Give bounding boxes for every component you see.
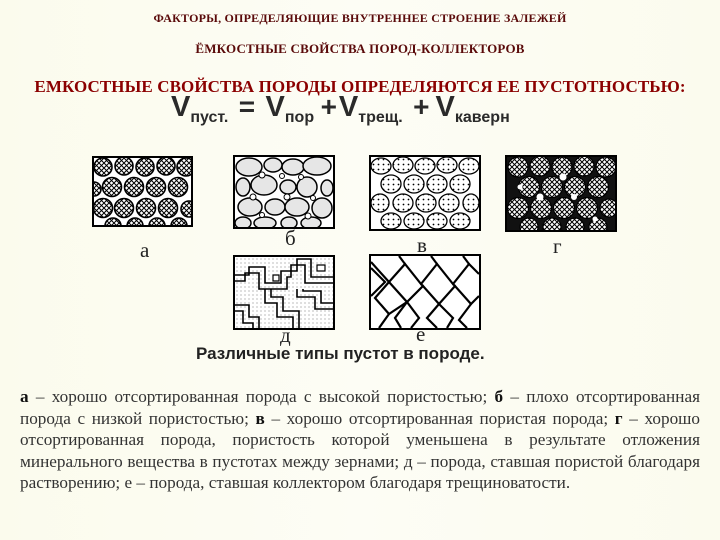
desc-key-g: г	[614, 408, 623, 428]
formula-sub-kavern: каверн	[454, 109, 510, 126]
formula-plus: +	[413, 91, 430, 122]
title-capacity-properties: ЁМКОСТНЫЕ СВОЙСТВА ПОРОД-КОЛЛЕКТОРОВ	[195, 41, 525, 56]
formula-sub-tresh: трещ.	[358, 109, 403, 126]
panel-label-e: е	[416, 322, 426, 346]
formula-equals: =	[238, 91, 256, 122]
panel-label-a: а	[140, 238, 150, 262]
panel-label-d: д	[280, 323, 291, 347]
formula-sub-por: пор	[284, 109, 315, 126]
desc-text-g: – хорошо отсортированная порода, пористость которой уменьшена в результате отложения минерального вещества в пустотах между зернами;	[20, 408, 700, 471]
desc-key-a: а	[20, 387, 29, 406]
cemented-porosity-illustration	[507, 157, 615, 230]
panel-g-image	[505, 155, 617, 232]
panel-v-image	[369, 155, 481, 231]
well-sorted-porous-illustration	[371, 157, 479, 229]
panel-e-image	[369, 254, 481, 330]
formula-v: V	[171, 91, 191, 123]
formula-sub-pust: пуст.	[190, 109, 229, 126]
panel-label-g: г	[553, 234, 562, 258]
panel-d-image	[233, 255, 335, 330]
formula-v: V	[265, 91, 285, 123]
porosity-formula	[171, 91, 510, 124]
panel-label-v: в	[417, 233, 427, 257]
well-sorted-high-porosity-illustration	[94, 158, 191, 225]
desc-text-e: е – порода, ставшая коллектором благодаря трещиноватости.	[120, 473, 571, 493]
description-paragraph	[20, 386, 700, 494]
formula-v: V	[435, 91, 455, 123]
desc-text-b: – плохо отсортированная порода с низкой пористостью;	[20, 387, 700, 428]
title-factors: ФАКТОРЫ, ОПРЕДЕЛЯЮЩИЕ ВНУТРЕННЕЕ СТРОЕНИЕ ЗАЛЕЖЕЙ	[153, 11, 567, 25]
desc-key-b: б	[494, 387, 504, 406]
dissolution-porosity-illustration	[235, 257, 333, 328]
desc-key-v: в	[255, 408, 265, 428]
desc-text-d: д – порода, ставшая пористой благодаря растворению;	[20, 451, 700, 493]
fracture-porosity-illustration	[371, 256, 479, 328]
figure-caption: Различные типы пустот в породе.	[196, 344, 485, 363]
desc-text-v: – хорошо отсортированная пористая порода;	[264, 408, 615, 428]
panel-a-image	[92, 156, 193, 227]
desc-text-a: – хорошо отсортированная порода с высокой пористостью;	[28, 387, 495, 406]
formula-v: V	[338, 91, 359, 123]
poorly-sorted-low-porosity-illustration	[235, 157, 333, 227]
formula-plus: +	[320, 91, 337, 122]
panel-label-b: б	[285, 226, 296, 250]
panel-b-image	[233, 155, 335, 229]
title-porosity-statement: ЕМКОСТНЫЕ СВОЙСТВА ПОРОДЫ ОПРЕДЕЛЯЮТСЯ ЕЕ ПУСТОТНОСТЬЮ:	[34, 77, 686, 96]
